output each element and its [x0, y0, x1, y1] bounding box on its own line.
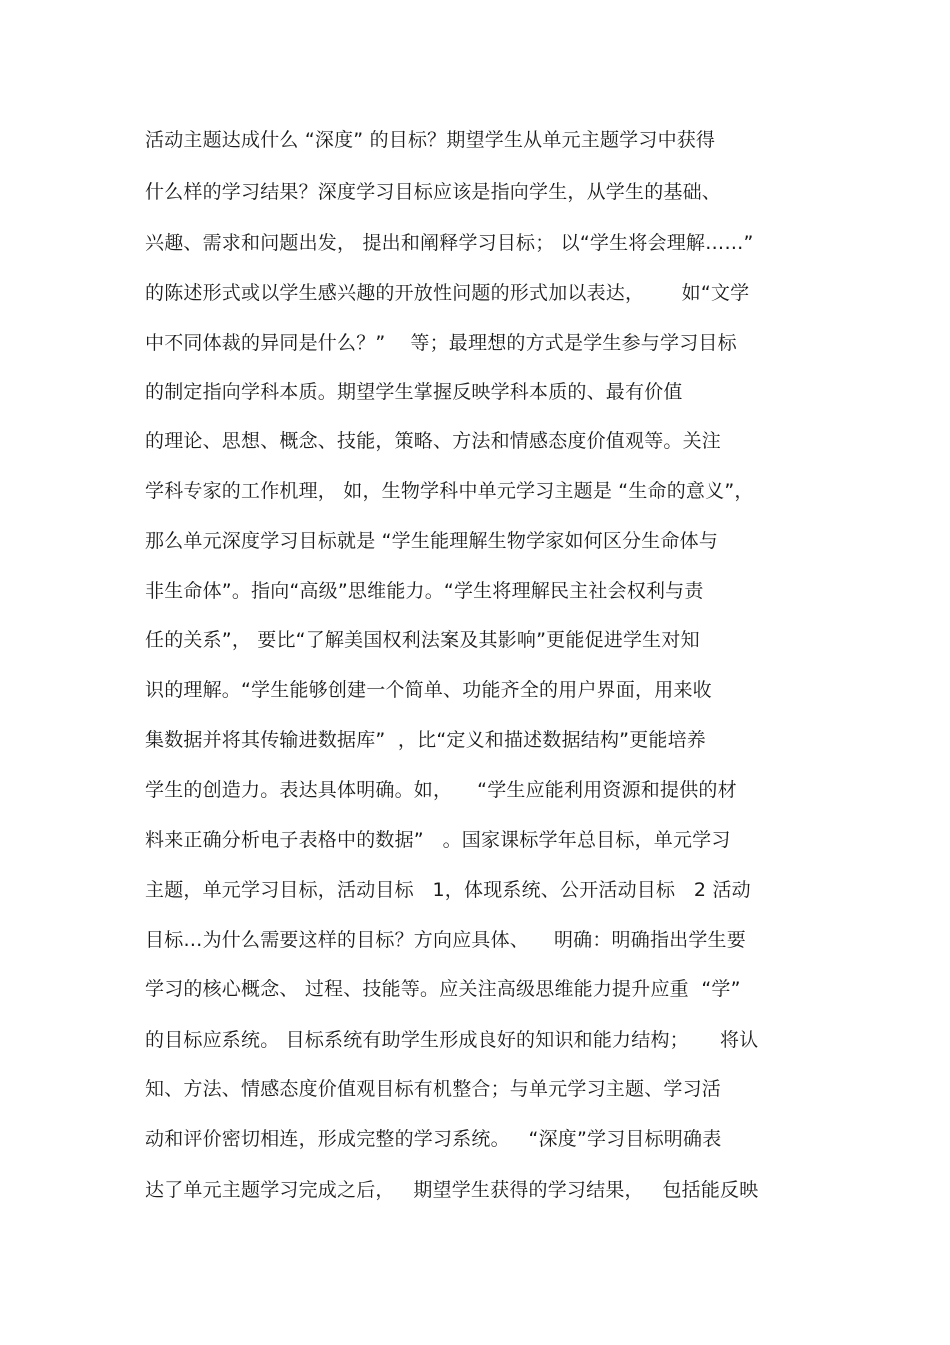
text-line: 什么样的学习结果？深度学习目标应该是指向学生，从学生的基础、 [145, 181, 722, 203]
text-line: 动和评价密切相连，形成完整的学习系统。 “深度”学习目标明确表 [145, 1128, 722, 1150]
text-line: 的制定指向学科本质。期望学生掌握反映学科本质的、最有价值 [145, 381, 683, 403]
text-line: 知、方法、情感态度价值观目标有机整合；与单元学习主题、学习活 [145, 1078, 722, 1100]
text-line: 的目标应系统。 目标系统有助学生形成良好的知识和能力结构； 将认 [145, 1029, 759, 1051]
text-line: 集数据并将其传输进数据库” ，比“定义和描述数据结构”更能培养 [145, 729, 707, 751]
text-line: 学科专家的工作机理， 如，生物学科中单元学习主题是 “生命的意义”， [145, 480, 754, 502]
text-line: 学习的核心概念、 过程、技能等。应关注高级思维能力提升应重 “学” [145, 978, 741, 1000]
text-line: 活动主题达成什么 “深度” 的目标？期望学生从单元主题学习中获得 [145, 129, 716, 151]
text-line: 的理论、思想、概念、技能，策略、方法和情感态度价值观等。关注 [145, 430, 722, 452]
text-line: 任的关系”， 要比“了解美国权利法案及其影响”更能促进学生对知 [145, 629, 700, 651]
text-line: 非生命体”。指向“高级”思维能力。“学生将理解民主社会权利与责 [145, 580, 704, 602]
text-line: 目标…为什么需要这样的目标？方向应具体、 明确：明确指出学生要 [145, 929, 746, 951]
text-line: 中不同体裁的异同是什么？” 等；最理想的方式是学生参与学习目标 [145, 332, 737, 354]
text-line: 兴趣、需求和问题出发， 提出和阐释学习目标； 以“学生将会理解……” [145, 232, 754, 254]
text-line: 识的理解。“学生能够创建一个简单、功能齐全的用户界面，用来收 [145, 679, 712, 701]
text-line: 那么单元深度学习目标就是 “学生能理解生物学家如何区分生命体与 [145, 530, 719, 552]
text-line: 主题，单元学习目标，活动目标 1，体现系统、公开活动目标 2 活动 [145, 879, 751, 901]
text-line: 达了单元主题学习完成之后， 期望学生获得的学习结果， 包括能反映 [145, 1179, 759, 1201]
text-line: 学生的创造力。表达具体明确。如， “学生应能利用资源和提供的材 [145, 779, 737, 801]
text-line: 料来正确分析电子表格中的数据” 。国家课标学年总目标，单元学习 [145, 829, 731, 851]
text-line: 的陈述形式或以学生感兴趣的开放性问题的形式加以表达， 如“文学 [145, 282, 750, 304]
